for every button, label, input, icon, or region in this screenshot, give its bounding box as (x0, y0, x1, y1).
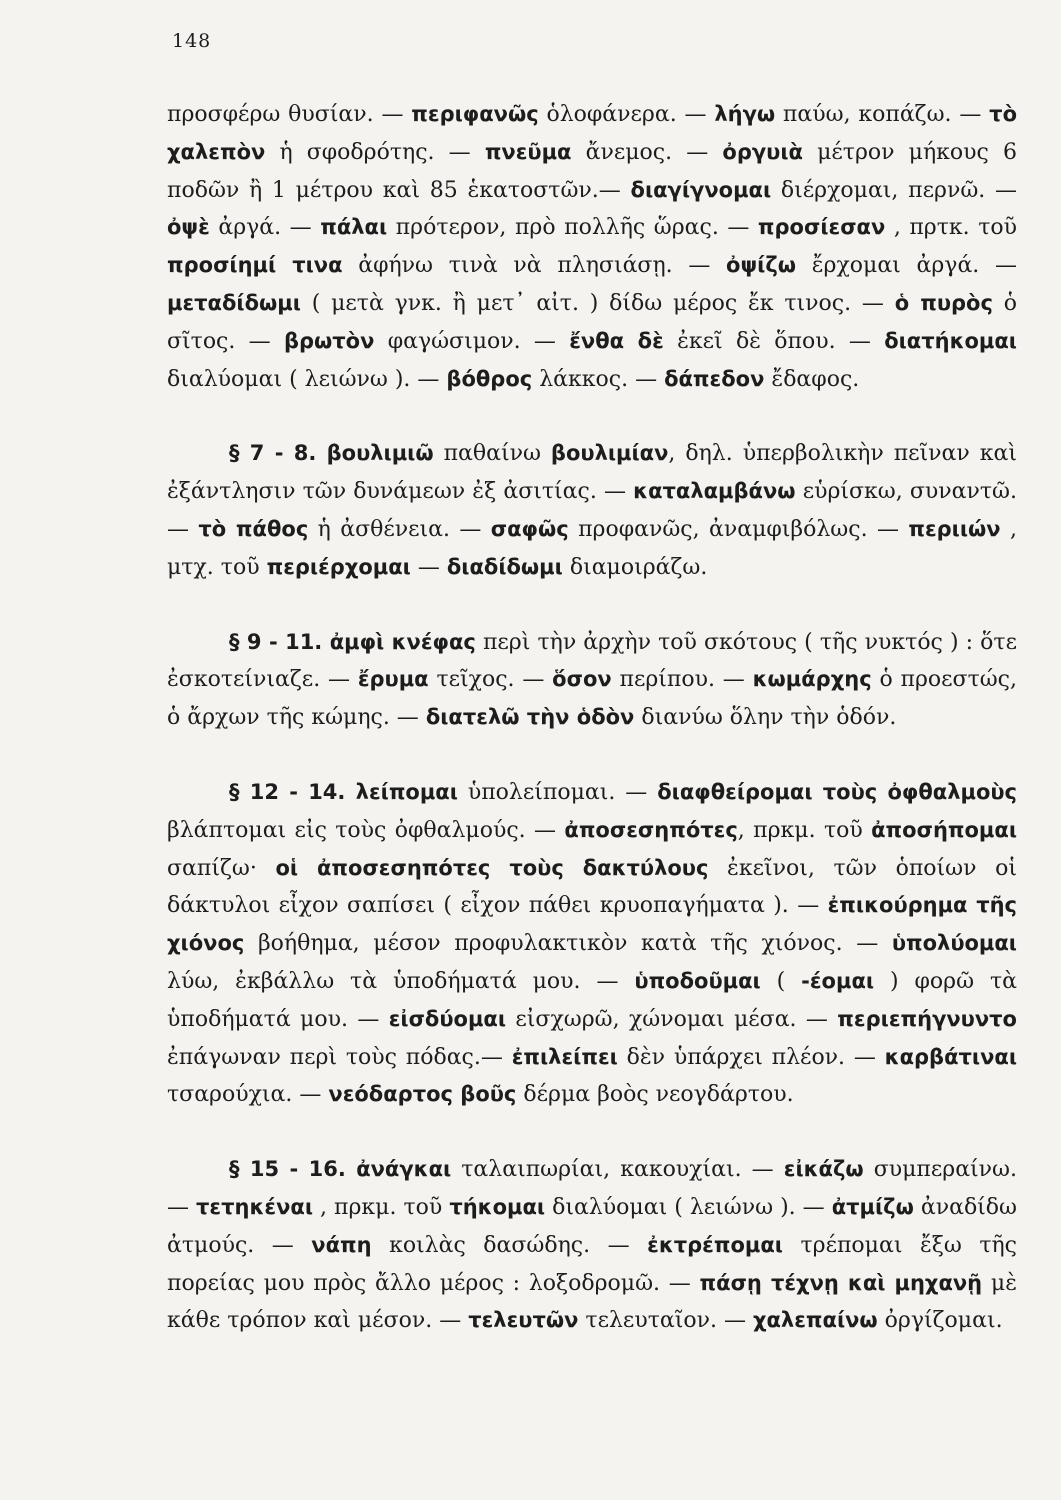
headword: ὀψίζω (726, 253, 796, 278)
gloss-text: ὑπολείπομαι. — (457, 779, 658, 805)
headword: προσίεσαν (757, 215, 886, 240)
headword: σαφῶς (490, 516, 569, 541)
gloss-text: βοήθημα, μέσον προφυλακτικὸν κατὰ τῆς χιόνος. — (244, 931, 892, 957)
glossary-body (167, 96, 1017, 1340)
gloss-text: ὁ προεστώς, ὁ ἄρχων τῆς κώμης. — (167, 667, 1017, 731)
headword: λείπομαι (355, 779, 458, 804)
gloss-text: περίπου. — (611, 667, 753, 693)
headword: καταλαμβάνω (633, 479, 796, 504)
headword: ἐπικούρημα τῆς χιόνος (167, 893, 1017, 956)
headword: ὀψὲ (167, 215, 210, 240)
headword: διατελῶ τὴν ὁδὸν (425, 705, 635, 730)
headword: βουλιμιῶ (326, 441, 434, 466)
headword: πάσῃ τέχνῃ καὶ μηχανῇ (699, 1270, 983, 1295)
headword: περιιών (908, 516, 1001, 541)
headword: μεταδίδωμι (167, 290, 301, 315)
headword: προσίημί τινα (167, 253, 343, 278)
headword: ὑποδοῦμαι (634, 968, 761, 993)
gloss-text: , μτχ. τοῦ (167, 516, 1017, 580)
gloss-text: ὁ σῖτος. — (167, 290, 1017, 354)
gloss-text: παύω, κοπάζω. — (775, 102, 990, 127)
gloss-text: περὶ τὴν ἀρχὴν τοῦ σκότους ( τῆς νυκτός ) : ὅτε ἐσκοτείνιαζε. — (167, 629, 1017, 693)
gloss-text: λάκκος. — (532, 366, 665, 392)
gloss-text: εὑρίσκω, συναντῶ. — (167, 479, 1017, 542)
headword: διαγίγνομαι (630, 177, 772, 202)
gloss-text: ἔδαφος. (764, 366, 860, 392)
gloss-text: τελευταῖον. — (578, 1308, 753, 1334)
gloss-text: διαλύομαι ( λειώνω ). — (545, 1194, 832, 1220)
gloss-text: , πρκμ. τοῦ (737, 817, 872, 843)
headword: ἐκτρέπομαι (647, 1232, 783, 1257)
headword: § 15 - 16. (229, 1157, 357, 1182)
gloss-text: μέτρον μήκους 6 ποδῶν ἢ 1 μέτρου καὶ 85 ἑκατοστῶν.— (167, 139, 1017, 203)
paragraph-section-9-11 (167, 624, 1017, 737)
gloss-text: συμπεραίνω. — (167, 1157, 1017, 1220)
gloss-text: — (410, 554, 447, 580)
gloss-text: μὲ κάθε τρόπον καὶ μέσον. — (167, 1270, 1017, 1334)
gloss-text: ἐκεῖ δὲ ὅπου. — (663, 328, 885, 354)
gloss-text: παθαίνω (433, 441, 551, 467)
gloss-text: διαλύομαι ( λειώνω ). — (167, 366, 447, 392)
headword: νάπη (311, 1232, 372, 1257)
gloss-text: εἰσχωρῶ, χώνομαι μέσα. — (506, 1006, 838, 1032)
headword: βρωτὸν (283, 328, 375, 353)
gloss-text: ἡ ἀσθένεια. — (308, 516, 491, 542)
gloss-text: ἡ σφοδρότης. — (265, 139, 485, 165)
headword: τὸ πάθος (198, 516, 309, 541)
gloss-text: ὀργίζομαι. (877, 1308, 1003, 1334)
headword: δάπεδον (664, 366, 765, 391)
headword: ἀποσήπομαι (871, 817, 1017, 842)
headword: περιφανῶς (411, 102, 539, 126)
gloss-text: διανύω ὅλην τὴν ὁδόν. (634, 705, 897, 731)
gloss-text: προσφέρω θυσίαν. — (167, 102, 412, 127)
gloss-text: τεῖχος. — (428, 667, 553, 693)
headword: οἱ ἀποσεσηπότες τοὺς δακτύλους (275, 855, 709, 880)
headword: καρβάτιναι (884, 1044, 1018, 1069)
gloss-text: ἐκεῖνοι, τῶν ὁποίων οἱ δάκτυλοι εἶχον σαπίσει ( εἶχον πάθει κρυοπαγήματα ). — (167, 855, 1017, 919)
headword: εἰκάζω (783, 1157, 864, 1182)
headword: περιέρχομαι (266, 554, 411, 579)
gloss-text: , πρτκ. τοῦ (885, 215, 1017, 241)
gloss-text: διαμοιράζω. (562, 554, 708, 580)
gloss-text: βλάπτομαι εἰς τοὺς ὀφθαλμούς. — (167, 817, 565, 843)
gloss-text: δέρμα βοὸς νεογδάρτου. (516, 1082, 794, 1108)
gloss-text: προφανῶς, ἀναμφιβόλως. — (568, 516, 909, 542)
headword: πνεῦμα (484, 139, 572, 164)
headword: περιεπήγνυντο (837, 1006, 1017, 1031)
headword: § 9 - 11. (229, 629, 330, 654)
headword: § 7 - 8. (229, 441, 327, 466)
gloss-text: φαγώσιμον. — (374, 328, 570, 354)
headword: κωμάρχης (752, 667, 872, 692)
headword: εἰσδύομαι (388, 1006, 507, 1031)
gloss-text: ταλαιπωρίαι, κακουχίαι. — (451, 1157, 784, 1183)
paragraph-section-12-14 (167, 774, 1017, 1114)
gloss-text: ἐπάγωναν περὶ τοὺς πόδας.— (167, 1044, 512, 1070)
headword: τήκομαι (449, 1194, 546, 1219)
gloss-text: ) φορῶ τὰ ὑποδήματά μου. — (167, 968, 1017, 1032)
headword: -έομαι (801, 968, 875, 993)
gloss-text: δὲν ὑπάρχει πλέον. — (617, 1044, 885, 1070)
headword: ἔρυμα (357, 667, 429, 692)
headword: λήγω (714, 102, 776, 126)
gloss-text: πρότερον, πρὸ πολλῆς ὥρας. — (387, 215, 758, 241)
headword: ὑπολύομαι (891, 931, 1017, 956)
gloss-text: ἄνεμος. — (571, 139, 723, 165)
gloss-text: ( (760, 968, 802, 994)
gloss-text: , δηλ. ὑπερβολικὴν πεῖναν καὶ ἐξάντλησιν τῶν δυνάμεων ἐξ ἀσιτίας. — (167, 441, 1017, 505)
gloss-text: ( μετὰ γνκ. ἢ μετ᾽ αἰτ. ) δίδω μέρος ἔκ τινος. — (300, 290, 895, 316)
headword: ὅσον (552, 667, 612, 692)
headword: ἀνάγκαι (356, 1157, 452, 1182)
gloss-text: σαπίζω· (167, 855, 276, 881)
gloss-text: τσαρούχια. — (167, 1082, 329, 1108)
paragraph-section-15-16 (167, 1151, 1017, 1340)
gloss-text: τρέπομαι ἔξω τῆς πορείας μου πρὸς ἄλλο μέρος : λοξοδρομῶ. — (167, 1232, 1017, 1296)
headword: τελευτῶν (468, 1308, 579, 1333)
headword: χαλεπαίνω (752, 1308, 878, 1333)
headword: ἀτμίζω (831, 1194, 914, 1219)
headword: ὀργυιὰ (722, 139, 803, 164)
headword: βόθρος (446, 366, 533, 391)
headword: τετηκέναι (196, 1194, 313, 1219)
headword: διαδίδωμι (446, 554, 563, 579)
gloss-text: ὁλοφάνερα. — (538, 102, 715, 127)
headword: βουλιμίαν (550, 441, 669, 466)
headword: ἐπιλείπει (511, 1044, 618, 1069)
paragraph-section-7-8 (167, 435, 1017, 586)
paragraph-intro (167, 96, 1017, 398)
gloss-text: λύω, ἐκβάλλω τὰ ὑποδήματά μου. — (167, 968, 635, 994)
headword: διατήκομαι (884, 328, 1017, 353)
headword: τὸ χαλεπὸν (167, 102, 1018, 164)
gloss-text: ἔρχομαι ἀργά. — (796, 253, 1017, 279)
gloss-text: , πρκμ. τοῦ (313, 1194, 450, 1220)
gloss-text: ἀφήνω τινὰ νὰ πλησιάσῃ. — (342, 253, 727, 279)
gloss-text: διέρχομαι, περνῶ. — (771, 177, 1017, 203)
gloss-text: ἀναδίδω ἀτμούς. — (167, 1194, 1017, 1258)
gloss-text: κοιλὰς δασώδης. — (371, 1232, 648, 1258)
headword: ἀποσεσηπότες (564, 817, 738, 842)
headword: διαφθείρομαι τοὺς ὀφθαλμοὺς (657, 779, 1018, 804)
headword: πάλαι (320, 215, 388, 240)
headword: ἀμφὶ κνέφας (329, 629, 476, 654)
headword: ἔνθα δὲ (569, 328, 664, 353)
gloss-text: ἀργά. — (209, 215, 321, 241)
headword: § 12 - 14. (229, 779, 356, 804)
headword: ὁ πυρὸς (894, 290, 993, 315)
page-number: 148 (172, 30, 212, 52)
headword: νεόδαρτος βοῦς (328, 1082, 517, 1107)
